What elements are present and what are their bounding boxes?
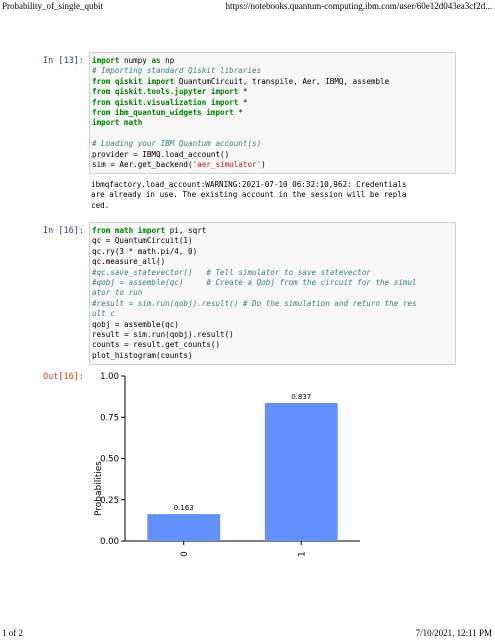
code-token: sim = Aer.get_backend( bbox=[92, 159, 193, 169]
code-line bbox=[92, 66, 455, 76]
code-token: as bbox=[151, 56, 161, 65]
code-line bbox=[92, 118, 455, 128]
bar-value-label: 0.163 bbox=[173, 504, 194, 513]
code-line bbox=[92, 299, 455, 309]
code-token: import bbox=[146, 76, 175, 86]
code-line bbox=[92, 257, 455, 267]
code-token: import bbox=[210, 87, 239, 97]
print-title: Probability_of_single_qubit bbox=[2, 1, 103, 11]
code-line bbox=[92, 268, 455, 278]
code-line bbox=[92, 56, 455, 66]
code-line bbox=[92, 77, 455, 87]
code-token: qc = QuantumCircuit(1) bbox=[92, 236, 193, 246]
code-token: 'aer_simulator' bbox=[192, 159, 262, 169]
code-line bbox=[92, 351, 455, 361]
code-token: plot_histogram(counts) bbox=[92, 350, 193, 360]
code-line bbox=[92, 98, 455, 108]
code-line bbox=[92, 150, 455, 160]
code-line bbox=[92, 87, 455, 97]
input-prompt-16: In [16]: bbox=[43, 226, 84, 236]
output-prompt-16: Out[16]: bbox=[43, 372, 84, 382]
code-token: from bbox=[92, 97, 111, 107]
stream-line: are already in use. The existing account in the session will be repla bbox=[91, 190, 407, 200]
y-tick-label: 1.00 bbox=[100, 372, 119, 382]
code-token: # Importing standard Qiskit libraries bbox=[92, 66, 262, 76]
y-tick-label: 0.00 bbox=[100, 537, 119, 547]
x-tick-label: 0 bbox=[179, 551, 190, 557]
code-line bbox=[92, 129, 455, 139]
code-token: # Loading your IBM Quantum account(s) bbox=[92, 139, 262, 149]
code-token: #result = sim.run(qobj).result() # Do the simulation and return the res bbox=[92, 298, 417, 308]
code-token: import bbox=[92, 56, 120, 65]
code-token: from bbox=[92, 76, 111, 86]
code-line bbox=[92, 247, 455, 257]
code-line bbox=[92, 320, 455, 330]
code-token: #qobj = assemble(qc) # Create a Qobj from the circuit for the simul bbox=[92, 277, 417, 287]
code-token: qc.measure_all() bbox=[92, 257, 166, 267]
code-token: math bbox=[124, 118, 143, 128]
code-token: from bbox=[92, 87, 111, 97]
code-token: ibm_quantum_widgets bbox=[114, 107, 202, 117]
code-token: counts = result.get_counts() bbox=[92, 340, 221, 350]
code-line bbox=[92, 278, 455, 288]
code-token: np bbox=[160, 56, 175, 65]
code-token: qc.ry(3 * math.pi/4, 0) bbox=[92, 246, 198, 256]
code-token: result = sim.run(qobj).result() bbox=[92, 329, 234, 339]
code-token: provider = IBMQ.load_account() bbox=[92, 149, 230, 159]
code-token: import bbox=[210, 97, 239, 107]
code-token: * bbox=[233, 107, 243, 117]
code-token: from bbox=[92, 226, 111, 235]
code-token: #qc.save_statevector() # Tell simulator to save statevector bbox=[92, 267, 371, 277]
code-token: from bbox=[92, 107, 111, 117]
code-token: * bbox=[238, 97, 248, 107]
code-line bbox=[92, 330, 455, 340]
page-number: 1 of 2 bbox=[2, 628, 23, 638]
print-url: https://notebooks.quantum-computing.ibm.com/user/60e12d043ea3cf2d... bbox=[225, 1, 492, 11]
code-line bbox=[92, 309, 455, 319]
code-line bbox=[92, 139, 455, 149]
stream-line: ced. bbox=[91, 200, 110, 210]
input-prompt-13: In [13]: bbox=[43, 56, 84, 66]
y-tick-label: 0.25 bbox=[100, 495, 119, 506]
code-cell-16[interactable] bbox=[89, 222, 456, 365]
y-tick-label: 0.75 bbox=[100, 413, 119, 424]
y-tick-label: 0.50 bbox=[100, 454, 119, 465]
code-token: import bbox=[206, 107, 234, 117]
bar bbox=[147, 514, 220, 541]
code-token: ator to run bbox=[92, 288, 143, 298]
code-token: qiskit bbox=[114, 76, 143, 86]
code-line bbox=[92, 236, 455, 246]
code-token: import bbox=[92, 118, 120, 128]
code-token: numpy bbox=[119, 56, 152, 65]
bar-value-label: 0.837 bbox=[291, 392, 312, 401]
stream-line: ibmqfactory.load_account:WARNING:2021-07-10 06:32:10,962: Credentials bbox=[91, 180, 407, 189]
code-line bbox=[92, 288, 455, 298]
code-token: math bbox=[114, 226, 134, 235]
stream-output bbox=[91, 180, 456, 211]
code-token: qobj = assemble(qc) bbox=[92, 319, 179, 329]
code-token: QuantumCircuit, transpile, Aer, IBMQ, assemble bbox=[174, 76, 390, 86]
code-token: ) bbox=[261, 159, 266, 169]
code-token: qiskit.tools.jupyter bbox=[114, 87, 207, 97]
code-line bbox=[92, 160, 455, 170]
y-axis-label: Probabilities bbox=[94, 461, 104, 516]
code-line bbox=[92, 226, 455, 236]
x-tick-label: 1 bbox=[297, 551, 308, 557]
code-token: qiskit.visualization bbox=[114, 97, 207, 107]
print-datetime: 7/10/2021, 12:11 PM bbox=[415, 628, 492, 638]
code-token: pi, sqrt bbox=[165, 226, 207, 235]
code-cell-13[interactable] bbox=[89, 52, 456, 174]
code-token: * bbox=[238, 87, 248, 97]
code-token: ult c bbox=[92, 309, 115, 319]
code-token: import bbox=[137, 226, 166, 235]
bar bbox=[265, 403, 338, 541]
code-line bbox=[92, 340, 455, 350]
code-line bbox=[92, 108, 455, 118]
histogram-chart bbox=[85, 368, 375, 578]
